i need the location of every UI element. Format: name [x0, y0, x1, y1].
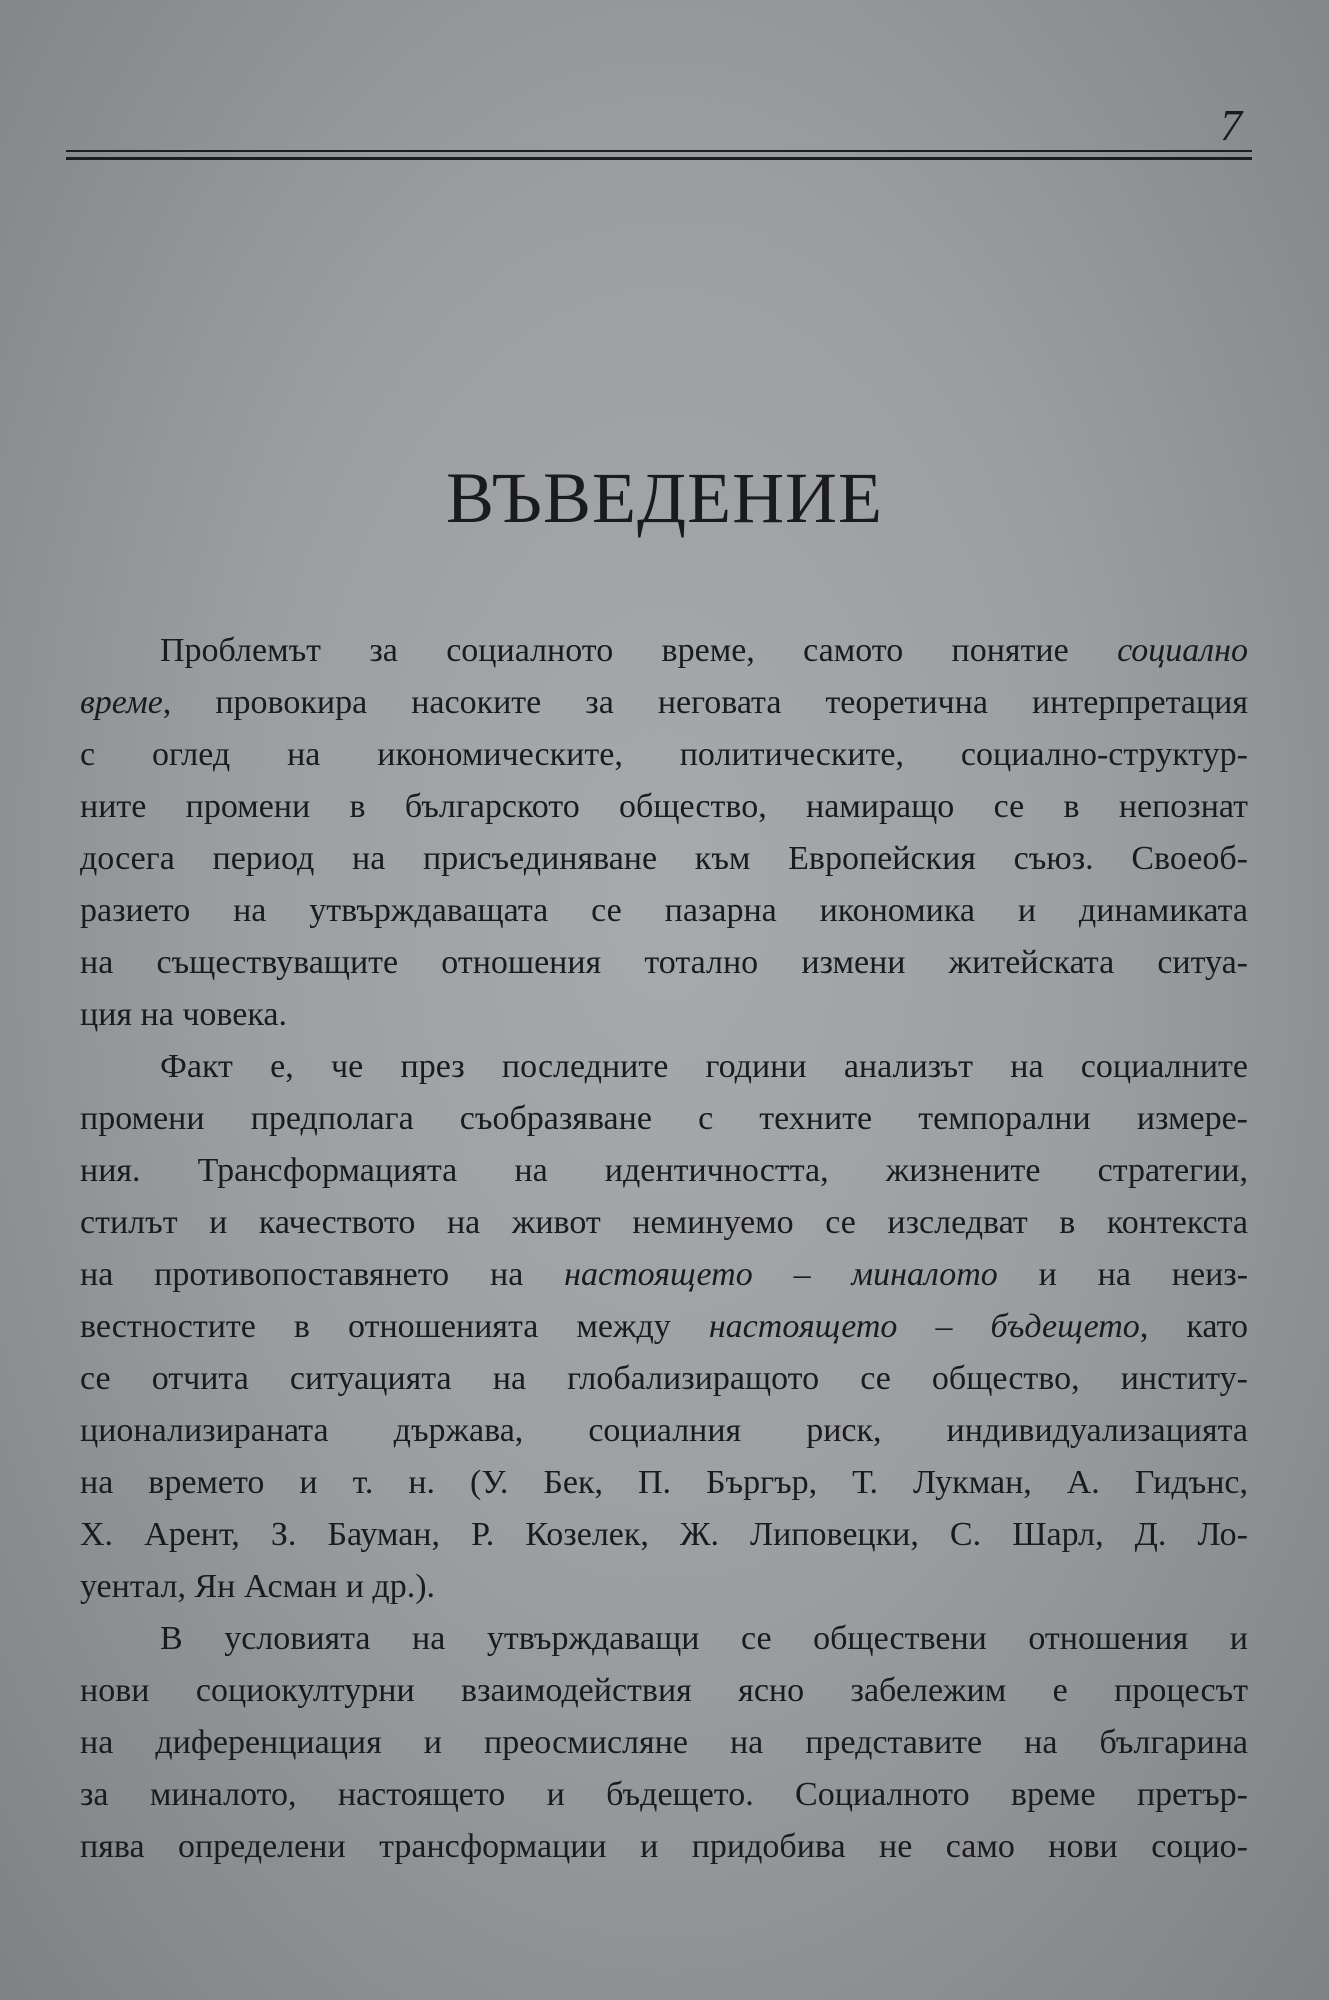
- text-line: пява определени трансформации и придобива не само нови социо-: [80, 1828, 1248, 1865]
- text-line: промени предполага съобразяване с техните темпорални измере-: [80, 1100, 1248, 1137]
- text-line: ция на човека.: [80, 996, 287, 1033]
- text-line: на времето и т. н. (У. Бек, П. Бъргър, Т. Лукман, А. Гидънс,: [80, 1464, 1248, 1501]
- text-line: Х. Арент, З. Бауман, Р. Козелек, Ж. Липовецки, С. Шарл, Д. Ло-: [80, 1516, 1248, 1553]
- text-line: време, провокира насоките за неговата теоретична интерпретация: [80, 684, 1248, 721]
- text-line: ните промени в българското общество, намиращо се в непознат: [80, 788, 1248, 825]
- page-number: 7: [1220, 101, 1242, 150]
- text-line: на съществуващите отношения тотално измени житейската ситуа-: [80, 944, 1248, 981]
- chapter-title: ВЪВЕДЕНИЕ: [445, 458, 884, 538]
- text-line: разието на утвърждаващата се пазарна икономика и динамиката: [80, 892, 1248, 929]
- text-line: В условията на утвърждаващи се обществени отношения и: [160, 1620, 1248, 1657]
- text-line: вестностите в отношенията между настоящето – бъдещето, като: [80, 1308, 1248, 1345]
- text-line: уентал, Ян Асман и др.).: [80, 1568, 436, 1605]
- text-line: на диференциация и преосмисляне на представите на българина: [80, 1724, 1248, 1761]
- text-line: Проблемът за социалното време, самото понятие социално: [160, 632, 1248, 669]
- text-line: на противопоставянето на настоящето – миналото и на неиз-: [80, 1256, 1249, 1293]
- text-line: нови социокултурни взаимодействия ясно забележим е процесът: [80, 1672, 1248, 1709]
- header-rule-thin: [66, 150, 1252, 152]
- text-line: стилът и качеството на живот неминуемо се изследват в контекста: [80, 1204, 1248, 1241]
- text-line: Факт е, че през последните години анализът на социалните: [160, 1048, 1248, 1085]
- text-line: за миналото, настоящето и бъдещето. Социалното време претър-: [80, 1776, 1248, 1813]
- text-line: с оглед на икономическите, политическите, социално-структур-: [80, 736, 1248, 773]
- text-line: досега период на присъединяване към Европейския съюз. Своеоб-: [80, 840, 1248, 877]
- text-line: ния. Трансформацията на идентичността, жизнените стратегии,: [80, 1152, 1248, 1189]
- text-line: ционализираната държава, социалния риск, индивидуализацията: [80, 1412, 1248, 1449]
- header-rule-thick: [66, 157, 1252, 160]
- text-line: се отчита ситуацията на глобализиращото се общество, институ-: [80, 1360, 1248, 1397]
